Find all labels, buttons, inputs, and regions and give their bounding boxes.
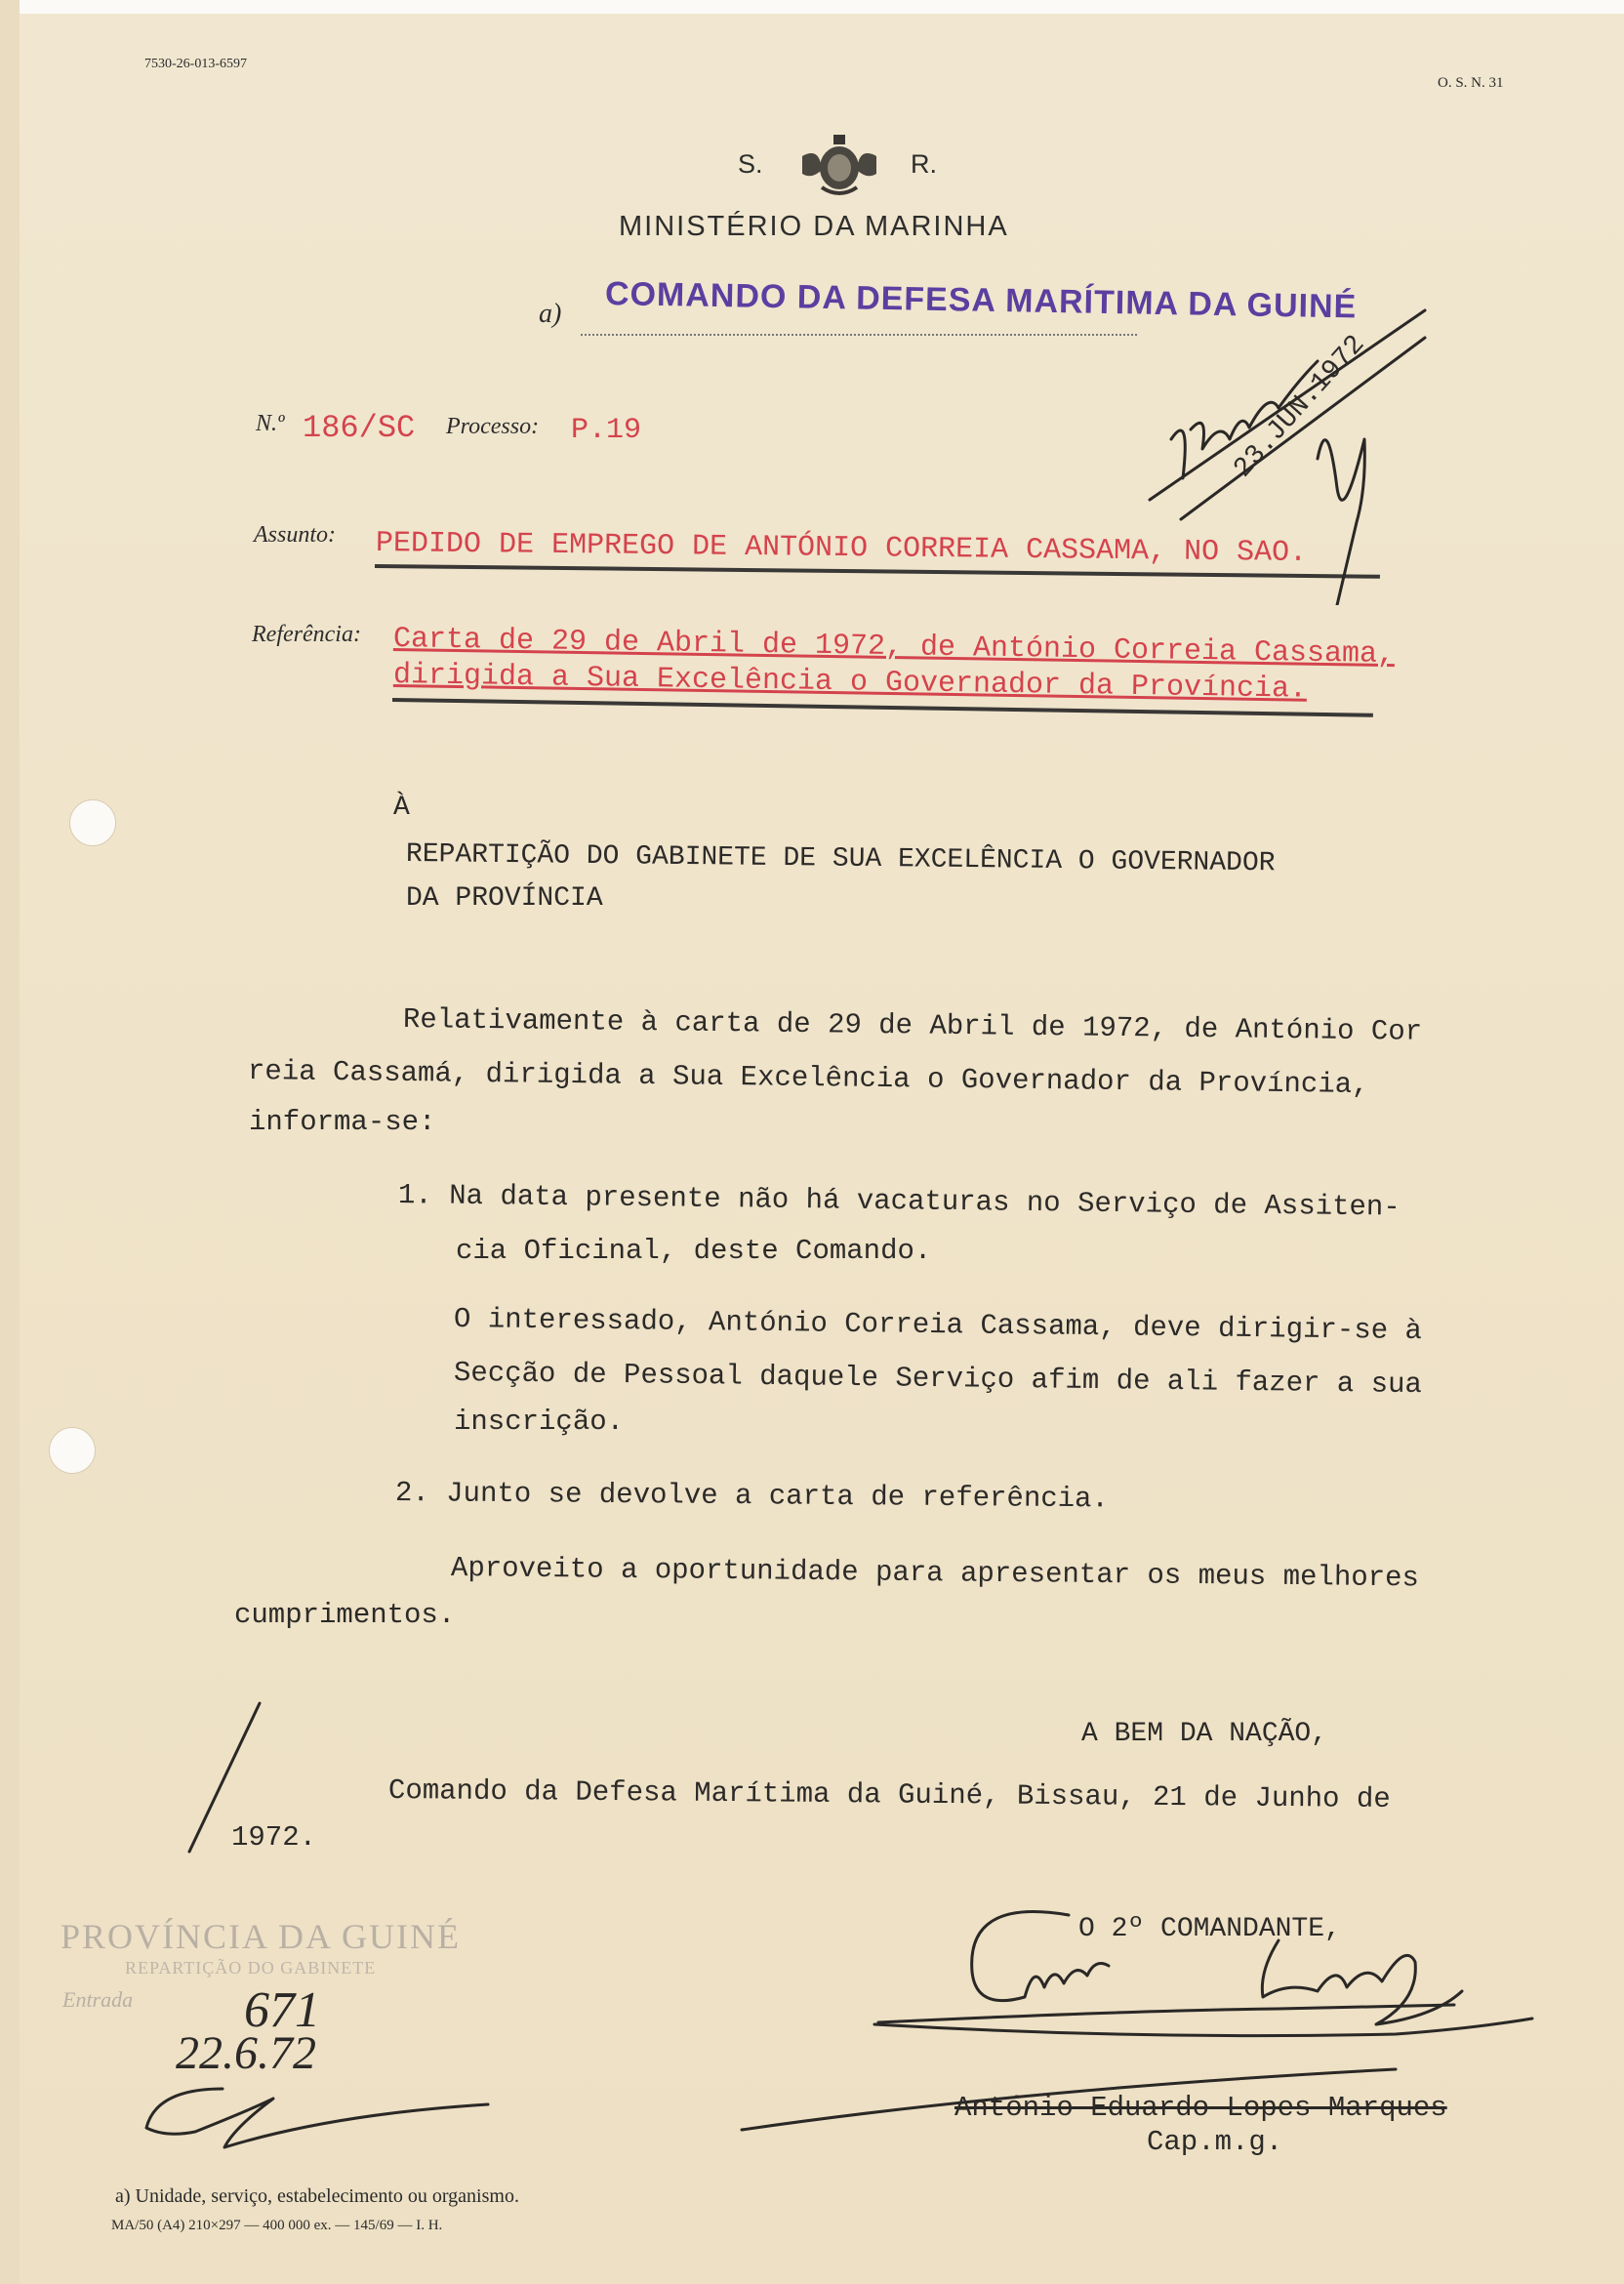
signatory-rank: Cap.m.g. — [1147, 2126, 1283, 2158]
signatory-title: O 2º COMANDANTE, — [1078, 1914, 1341, 1944]
command-stamp: COMANDO DA DEFESA MARÍTIMA DA GUINÉ — [604, 275, 1358, 326]
punch-hole — [49, 1427, 96, 1474]
header-r: R. — [911, 149, 937, 179]
initials-handwriting — [1132, 293, 1444, 605]
entry-stamp-province: PROVÍNCIA DA GUINÉ — [61, 1917, 462, 1956]
item-1-line-1: 1. Na data presente não há vacaturas no Serviço de Assiten- — [397, 1179, 1401, 1224]
place-date-line-1: Comando da Defesa Marítima da Guiné, Bissau, 21 de Junho de — [387, 1774, 1391, 1815]
item-1-paragraph-line-1: O interessado, António Correia Cassama, deve dirigir-se à — [453, 1303, 1423, 1348]
paper-edge-left — [0, 0, 20, 2284]
intro-line-2: reia Cassamá, dirigida a Sua Excelência o Governador da Província, — [247, 1055, 1369, 1102]
paper-edge — [0, 0, 1624, 14]
entry-number: 671 — [244, 1982, 320, 2038]
signatory-name: António Eduardo Lopes Marques — [954, 2092, 1447, 2124]
margin-mark — [176, 1693, 273, 1859]
reference-line-1: Carta de 29 de Abril de 1972, de António Correia Cassama, — [392, 623, 1396, 673]
form-number: 7530-26-013-6597 — [144, 57, 247, 71]
ministry-title: MINISTÉRIO DA MARINHA — [619, 211, 1009, 242]
item-1-paragraph-line-3: inscrição. — [454, 1406, 625, 1438]
reference-label: Referência: — [252, 622, 361, 647]
punch-hole — [69, 799, 116, 846]
process-label: Processo: — [446, 414, 540, 439]
coat-of-arms-icon — [792, 127, 886, 203]
intro-line-3: informa-se: — [249, 1106, 436, 1138]
footnote: a) Unidade, serviço, estabelecimento ou organismo. — [115, 2185, 519, 2207]
form-code: O. S. N. 31 — [1438, 75, 1504, 91]
addressee-line-1: REPARTIÇÃO DO GABINETE DE SUA EXCELÊNCIA O GOVERNADOR — [405, 839, 1276, 879]
entry-stamp-label: Entrada — [62, 1987, 134, 2012]
entry-initials — [137, 2069, 508, 2167]
process-value: P.19 — [571, 414, 642, 447]
item-1-line-2: cia Oficinal, deste Comando. — [456, 1235, 932, 1267]
intro-line-1: Relativamente à carta de 29 de Abril de 1972, de António Cor — [402, 1003, 1423, 1048]
unit-line — [581, 334, 1137, 336]
header-s: S. — [738, 149, 763, 179]
date-stamp: 23.JUN.1972 — [1228, 329, 1372, 484]
entry-date: 22.6.72 — [176, 2027, 316, 2079]
subject-value: PEDIDO DE EMPREGO DE ANTÓNIO CORREIA CASSAMA, NO SAO. — [375, 527, 1308, 570]
number-label: N.º — [256, 411, 285, 436]
addressee-prefix: À — [393, 793, 410, 823]
number-value: 186/SC — [303, 410, 416, 446]
entry-stamp-office: REPARTIÇÃO DO GABINETE — [125, 1958, 377, 1978]
addressee-line-2: DA PROVÍNCIA — [406, 883, 603, 914]
place-date-line-2: 1972. — [231, 1821, 317, 1854]
motto: A BEM DA NAÇÃO, — [1081, 1719, 1328, 1749]
subject-label: Assunto: — [254, 522, 336, 548]
closing-line-2: cumprimentos. — [234, 1599, 456, 1631]
item-1-paragraph-line-2: Secção de Pessoal daquele Serviço afim de ali fazer a sua — [453, 1357, 1423, 1402]
item-2: 2. Junto se devolve a carta de referência. — [394, 1477, 1110, 1516]
closing-line-1: Aproveito a oportunidade para apresentar os meus melhores — [450, 1552, 1420, 1595]
unit-label: a) — [539, 299, 562, 329]
footer-code: MA/50 (A4) 210×297 — 400 000 ex. — 145/69 — I. H. — [111, 2218, 443, 2233]
reference-line-2: dirigida a Sua Excelência o Governador da Província. — [392, 659, 1308, 707]
